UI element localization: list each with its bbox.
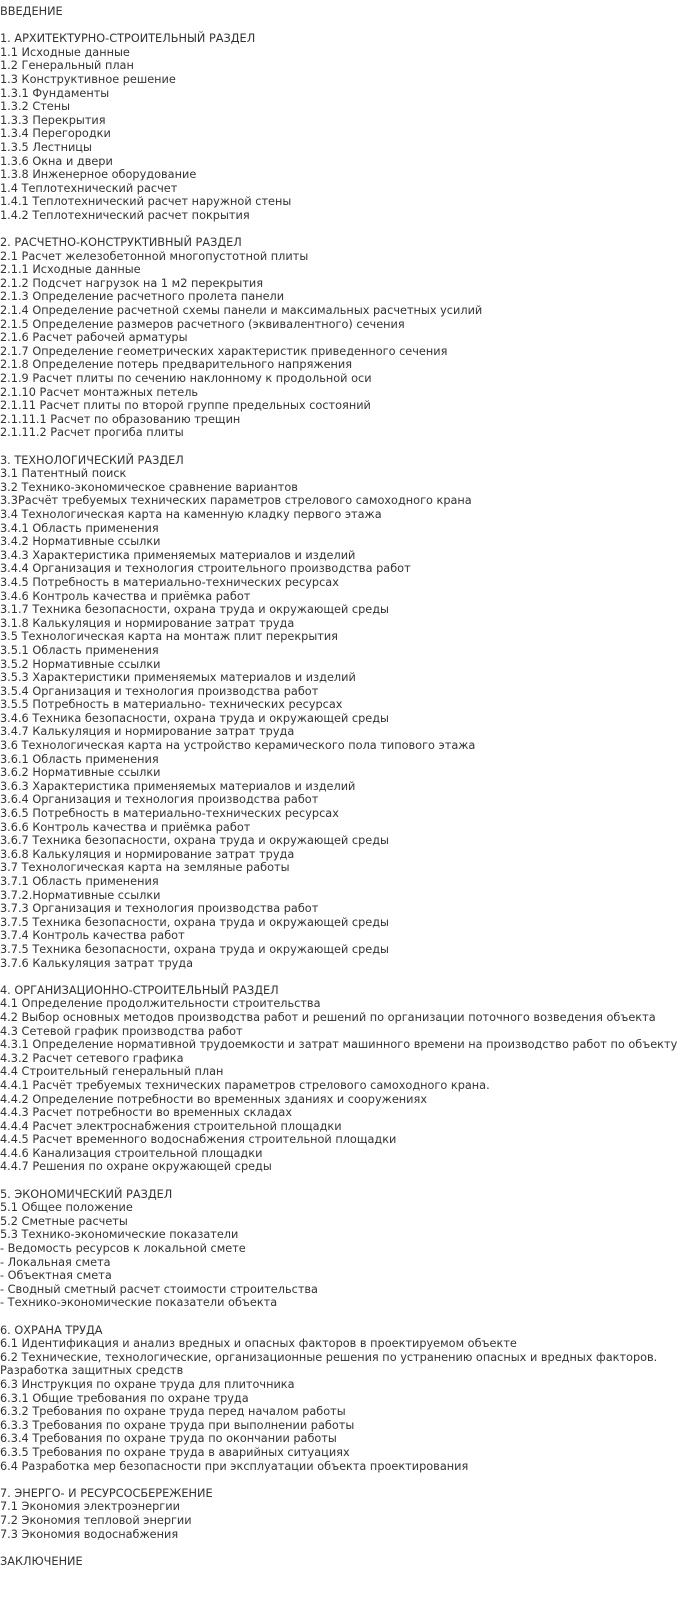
toc-entry: 4.4.4 Расчет электроснабжения строительной площадки	[0, 1119, 342, 1133]
toc-bullet-item: - Локальная смета	[0, 1255, 111, 1269]
toc-entry: 2.1.9 Расчет плиты по сечению наклонному к продольной оси	[0, 372, 372, 386]
section-heading: 3. ТЕХНОЛОГИЧЕСКИЙ РАЗДЕЛ	[0, 453, 184, 467]
toc-entry: 3.4.2 Нормативные ссылки	[0, 535, 161, 549]
toc-entry: 3.7 Технологическая карта на земляные работы	[0, 861, 290, 875]
toc-entry: 6.3.5 Требования по охране труда в аварийных ситуациях	[0, 1445, 350, 1459]
toc-entry: 3.6.1 Область применения	[0, 752, 159, 766]
toc-entry: 7.3 Экономия водоснабжения	[0, 1527, 179, 1541]
toc-entry: 3.4.6 Контроль качества и приёмка работ	[0, 589, 251, 603]
toc-entry: 4.3.1 Определение нормативной трудоемкости и затрат машинного времени на производство работ по объекту	[0, 1038, 678, 1052]
section-heading: 2. РАСЧЕТНО-КОНСТРУКТИВНЫЙ РАЗДЕЛ	[0, 236, 242, 250]
section-heading: 4. ОРГАНИЗАЦИОННО-СТРОИТЕЛЬНЫЙ РАЗДЕЛ	[0, 983, 279, 997]
toc-entry: 2.1.4 Определение расчетной схемы панели и максимальных расчетных усилий	[0, 304, 483, 318]
toc-entry: 1.3.6 Окна и двери	[0, 154, 113, 168]
toc-entry: 3.4.4 Организация и технология строительного производства работ	[0, 562, 411, 576]
toc-entry: 1.3.3 Перекрытия	[0, 113, 106, 127]
toc-entry: 1.1 Исходные данные	[0, 45, 130, 59]
toc-entry: 2.1.11.2 Расчет прогиба плиты	[0, 426, 184, 440]
toc-entry: 4.4.1 Расчёт требуемых технических параметров стрелового самоходного крана.	[0, 1078, 490, 1092]
blank-line	[0, 440, 700, 454]
toc-entry: 4.4.3 Расчет потребности во временных складах	[0, 1106, 293, 1120]
toc-entry: 1.3 Конструктивное решение	[0, 72, 176, 86]
toc-entry: 3.5.5 Потребность в материально- технических ресурсах	[0, 698, 343, 712]
toc-entry: 3.4 Технологическая карта на каменную кладку первого этажа	[0, 507, 382, 521]
toc-entry: 3.7.6 Калькуляция затрат труда	[0, 956, 194, 970]
toc-entry: 3.5.4 Организация и технология производства работ	[0, 684, 319, 698]
toc-entry: 7.2 Экономия тепловой энергии	[0, 1513, 192, 1527]
toc-entry: 2.1.11.1 Расчет по образованию трещин	[0, 412, 241, 426]
toc-entry: 3.1.8 Калькуляция и нормирование затрат труда	[0, 616, 295, 630]
toc-entry: 6.3.4 Требования по охране труда по окончании работы	[0, 1432, 337, 1446]
toc-entry: 7.1 Экономия электроэнергии	[0, 1500, 180, 1514]
toc-entry: 3.5 Технологическая карта на монтаж плит перекрытия	[0, 630, 338, 644]
toc-entry: 3.6.6 Контроль качества и приёмка работ	[0, 820, 251, 834]
toc-entry: 4.4.2 Определение потребности во временных зданиях и сооружениях	[0, 1092, 428, 1106]
toc-entry: 4.4.5 Расчет временного водоснабжения строительной площадки	[0, 1133, 397, 1147]
toc-entry: 2.1.1 Исходные данные	[0, 263, 141, 277]
toc-entry: 3.4.7 Калькуляция и нормирование затрат труда	[0, 725, 295, 739]
toc-entry: 1.3.4 Перегородки	[0, 127, 111, 141]
toc-entry: 2.1.5 Определение размеров расчетного (эквивалентного) сечения	[0, 317, 405, 331]
toc-entry: 6.3.1 Общие требования по охране труда	[0, 1391, 249, 1405]
toc-entry: 6.2 Технические, технологические, организационные решения по устранению опасных и вредных факторов. Разработка защитных средств	[0, 1350, 658, 1378]
toc-entry: 2.1.10 Расчет монтажных петель	[0, 385, 199, 399]
blank-line	[0, 19, 700, 33]
toc-entry: 3.5.1 Область применения	[0, 643, 159, 657]
toc-entry: 3.5.2 Нормативные ссылки	[0, 657, 161, 671]
toc-entry: 2.1.11 Расчет плиты по второй группе предельных состояний	[0, 399, 371, 413]
toc-entry: 3.4.5 Потребность в материально-технических ресурсах	[0, 575, 339, 589]
toc-entry: 1.4.1 Теплотехнический расчет наружной стены	[0, 195, 292, 209]
toc-entry: 4.4 Строительный генеральный план	[0, 1065, 224, 1079]
toc-entry: 2.1.6 Расчет рабочей арматуры	[0, 331, 188, 345]
toc-entry: 3.7.4 Контроль качества работ	[0, 929, 185, 943]
toc-entry: 3.6.4 Организация и технология производства работ	[0, 793, 319, 807]
toc-entry: 1.3.8 Инженерное оборудование	[0, 168, 197, 182]
toc-entry: 2.1.7 Определение геометрических характеристик приведенного сечения	[0, 344, 448, 358]
toc-entry: 1.3.1 Фундаменты	[0, 86, 110, 100]
toc-entry: 3.7.5 Техника безопасности, охрана труда и окружающей среды	[0, 915, 389, 929]
toc-entry: 5.3 Технико-экономические показатели	[0, 1228, 239, 1242]
toc-entry: 3.6.7 Техника безопасности, охрана труда и окружающей среды	[0, 834, 389, 848]
toc-entry: 4.4.7 Решения по охране окружающей среды	[0, 1160, 272, 1174]
toc-entry: 4.2 Выбор основных методов производства работ и решений по организации поточного возведения объекта	[0, 1010, 656, 1024]
toc-entry: 4.3.2 Расчет сетевого графика	[0, 1051, 184, 1065]
toc-entry: 4.3 Сетевой график производства работ	[0, 1024, 243, 1038]
toc-entry: 2.1.8 Определение потерь предварительного напряжения	[0, 358, 353, 372]
toc-entry: 3.5.3 Характеристики применяемых материалов и изделий	[0, 671, 356, 685]
toc-entry: 3.6 Технологическая карта на устройство керамического пола типового этажа	[0, 739, 476, 753]
toc-entry: 3.6.2 Нормативные ссылки	[0, 766, 161, 780]
section-heading: ЗАКЛЮЧЕНИЕ	[0, 1554, 83, 1568]
toc-entry: 2.1 Расчет железобетонной многопустотной плиты	[0, 249, 309, 263]
toc-entry: 3.1 Патентный поиск	[0, 467, 127, 481]
section-heading: 7. ЭНЕРГО- И РЕСУРСОСБЕРЕЖЕНИЕ	[0, 1486, 213, 1500]
blank-line	[0, 223, 700, 237]
toc-entry: 3.4.6 Техника безопасности, охрана труда и окружающей среды	[0, 711, 389, 725]
toc-entry: 3.6.3 Характеристика применяемых материалов и изделий	[0, 779, 356, 793]
toc-entry: 3.7.5 Техника безопасности, охрана труда и окружающей среды	[0, 942, 389, 956]
toc-bullet-item: - Объектная смета	[0, 1269, 112, 1283]
section-heading: 1. АРХИТЕКТУРНО-СТРОИТЕЛЬНЫЙ РАЗДЕЛ	[0, 32, 256, 46]
toc-entry: 3.7.3 Организация и технология производства работ	[0, 902, 319, 916]
toc-entry: 1.3.5 Лестницы	[0, 140, 92, 154]
toc-entry: 3.1.7 Техника безопасности, охрана труда и окружающей среды	[0, 603, 389, 617]
section-heading: ВВЕДЕНИЕ	[0, 5, 63, 18]
toc-entry: 3.6.5 Потребность в материально-технических ресурсах	[0, 807, 339, 821]
toc-entry: 1.4 Теплотехнический расчет	[0, 181, 178, 195]
toc-entry: 2.1.2 Подсчет нагрузок на 1 м2 перекрытия	[0, 276, 264, 290]
toc-entry: 6.3 Инструкция по охране труда для плиточника	[0, 1377, 295, 1391]
blank-line	[0, 1541, 700, 1555]
toc-entry: 3.7.2.Нормативные ссылки	[0, 888, 161, 902]
blank-line	[0, 1174, 700, 1188]
toc-entry: 6.3.3 Требования по охране труда при выполнении работы	[0, 1418, 355, 1432]
toc-entry: 4.1 Определение продолжительности строительства	[0, 997, 321, 1011]
toc-entry: 4.4.6 Канализация строительной площадки	[0, 1146, 263, 1160]
toc-entry: 3.6.8 Калькуляция и нормирование затрат труда	[0, 847, 295, 861]
toc-bullet-item: - Сводный сметный расчет стоимости строительства	[0, 1282, 318, 1296]
toc-entry: 3.7.1 Область применения	[0, 875, 159, 888]
toc-entry: 3.4.3 Характеристика применяемых материалов и изделий	[0, 548, 356, 562]
toc-entry: 5.2 Сметные расчеты	[0, 1214, 128, 1228]
toc-entry: 2.1.3 Определение расчетного пролета панели	[0, 290, 285, 304]
toc-entry: 6.1 Идентификация и анализ вредных и опасных факторов в проектируемом объекте	[0, 1337, 517, 1351]
toc-entry: 3.3Расчёт требуемых технических параметров стрелового самоходного крана	[0, 494, 472, 508]
toc-entry: 3.4.1 Область применения	[0, 521, 159, 535]
toc-entry: 1.4.2 Теплотехнический расчет покрытия	[0, 208, 250, 222]
section-heading: 6. ОХРАНА ТРУДА	[0, 1323, 103, 1337]
section-heading: 5. ЭКОНОМИЧЕСКИЙ РАЗДЕЛ	[0, 1187, 173, 1201]
toc-entry: 1.3.2 Стены	[0, 100, 71, 114]
toc-entry: 6.3.2 Требования по охране труда перед началом работы	[0, 1405, 346, 1419]
blank-line	[0, 1473, 700, 1487]
toc-entry: 1.2 Генеральный план	[0, 59, 134, 73]
toc-entry: 6.4 Разработка мер безопасности при эксплуатации объекта проектирования	[0, 1459, 469, 1473]
toc-bullet-item: - Ведомость ресурсов к локальной смете	[0, 1242, 246, 1256]
blank-line	[0, 1310, 700, 1324]
toc-bullet-item: - Технико-экономические показатели объекта	[0, 1296, 278, 1310]
toc-entry: 3.2 Технико-экономическое сравнение вариантов	[0, 480, 298, 494]
blank-line	[0, 970, 700, 984]
toc-entry: 5.1 Общее положение	[0, 1201, 133, 1215]
